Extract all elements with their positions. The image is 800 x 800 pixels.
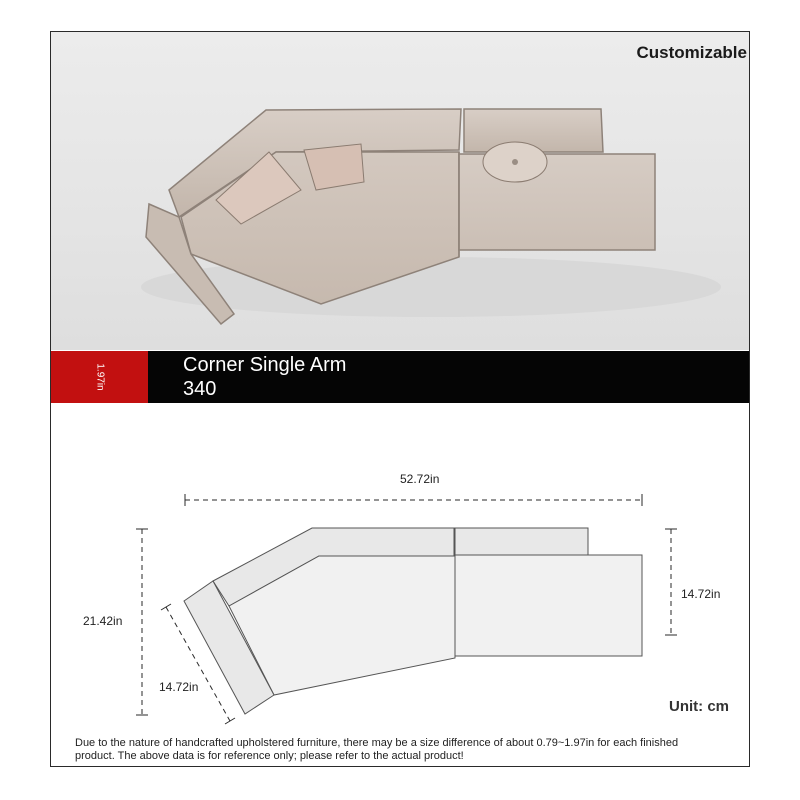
product-title: Corner Single Arm — [183, 354, 347, 376]
product-sheet-frame — [50, 31, 750, 767]
seat-right-outline — [455, 555, 642, 656]
floor-plan-drawing — [51, 404, 749, 766]
unit-label: Unit: cm — [669, 698, 729, 715]
banner-red-block — [51, 351, 148, 403]
right-depth-label: 14.72in — [681, 587, 721, 601]
sofa-illustration — [51, 32, 749, 350]
arm-depth-label: 14.72in — [159, 680, 199, 694]
sofa-photo — [51, 32, 749, 350]
disclaimer-text: Due to the nature of handcrafted upholstered furniture, there may be a size difference of about 0.79~1.97in for each finished product. The above data is for reference only; please refer to the actual product! — [75, 737, 679, 762]
banner-side-label: 1.97in — [94, 363, 106, 391]
title-banner — [51, 351, 749, 403]
back-right-outline — [455, 528, 588, 556]
dimension-diagram — [51, 404, 749, 766]
left-height-label: 21.42in — [83, 614, 123, 628]
customizable-badge: Customizable — [636, 43, 747, 62]
model-number: 340 — [183, 378, 217, 400]
top-width-label: 52.72in — [400, 472, 440, 486]
